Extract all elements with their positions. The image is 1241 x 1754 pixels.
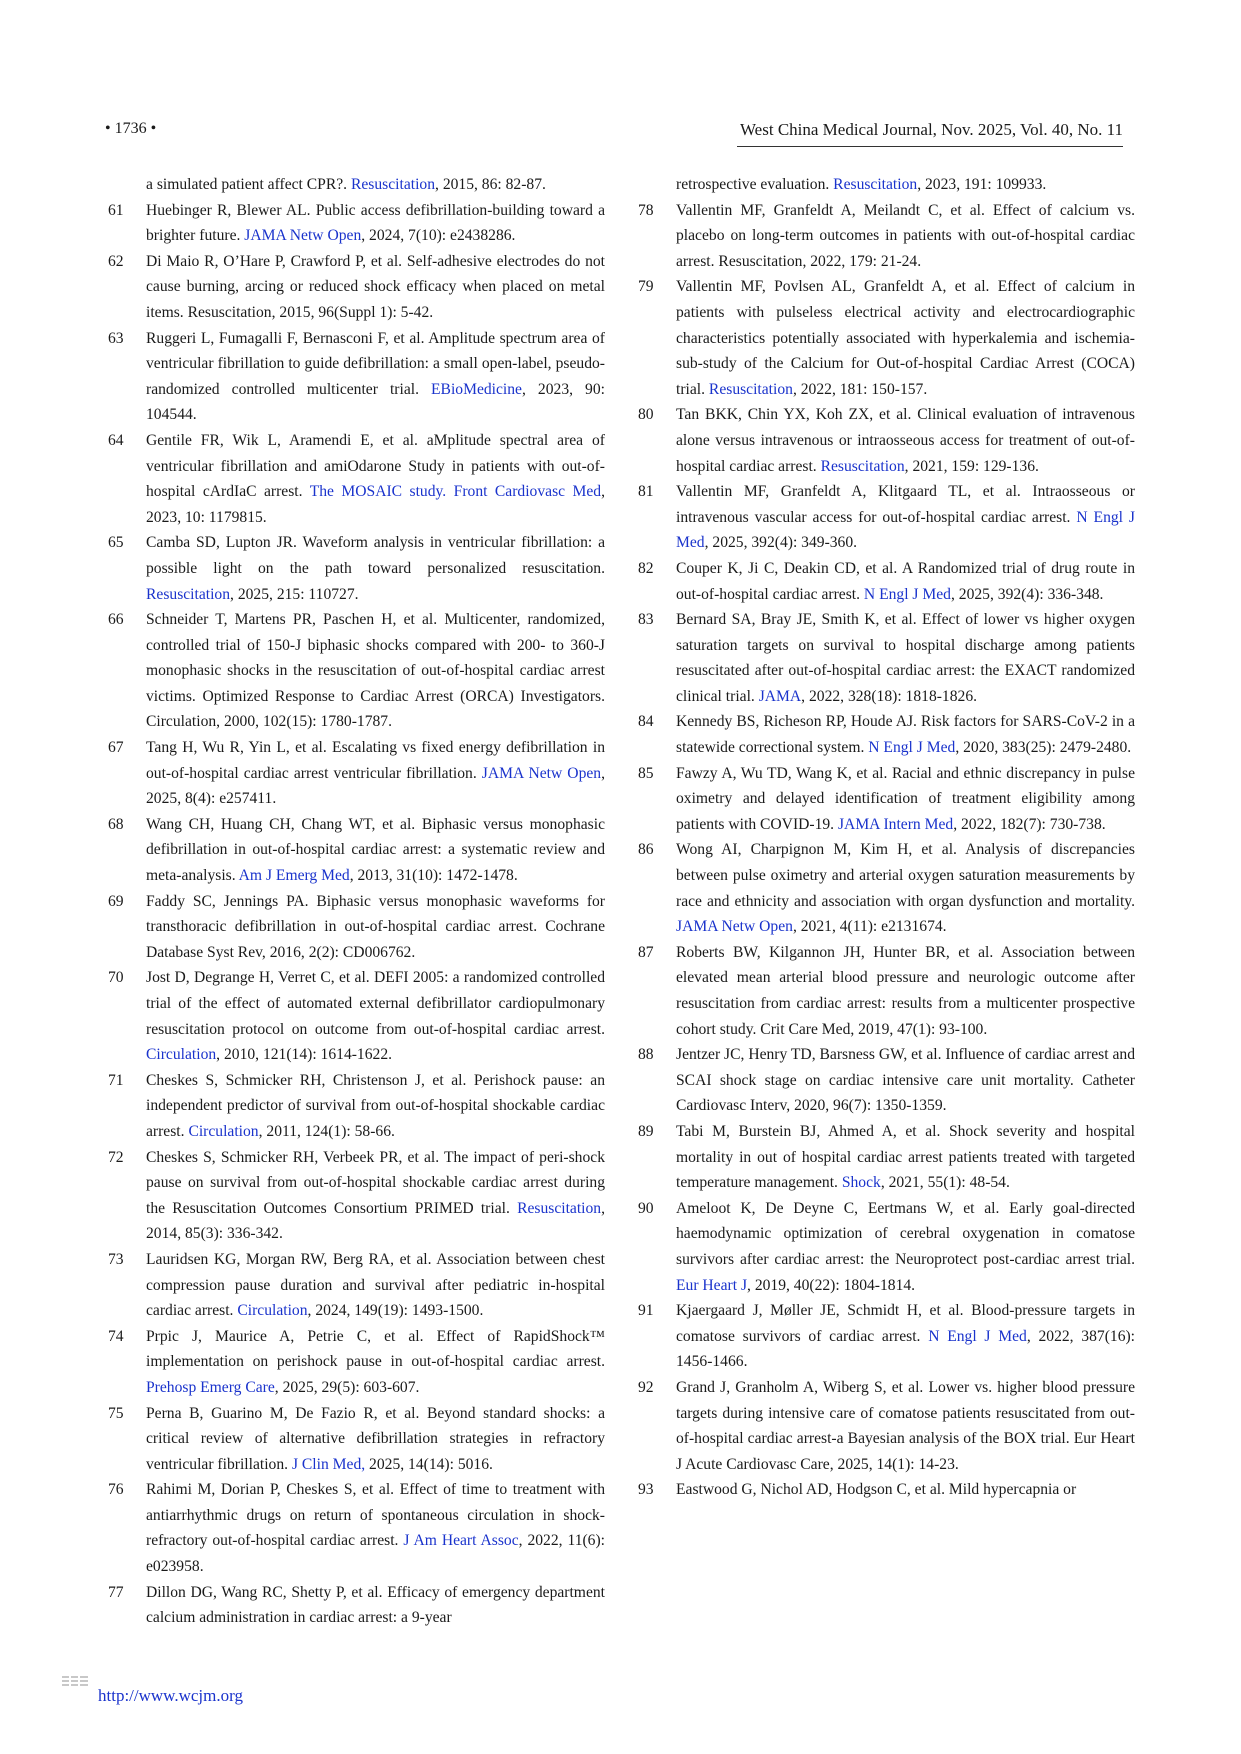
- reference-citation-details: , 2023, 191: 109933.: [917, 176, 1047, 193]
- reference-number: 84: [638, 713, 654, 731]
- reference-item: [638, 607, 1135, 709]
- reference-text: Rahimi M, Dorian P, Cheskes S, et al. Effect of time to treatment with antiarrhythmic drugs on return of spontaneous circulation in shock-refractory out-of-hospital cardiac arrest.: [146, 1481, 605, 1550]
- reference-text: Camba SD, Lupton JR. Waveform analysis in ventricular fibrillation: a possible light on the path toward personalized resuscitation.: [146, 534, 605, 577]
- reference-text: Cheskes S, Schmicker RH, Christenson J, et al. Perishock pause: an independent predictor of survival from out-of-hospital shockable cardiac arrest.: [146, 1071, 605, 1140]
- journal-link[interactable]: JAMA Intern Med: [837, 815, 954, 833]
- journal-link[interactable]: Resuscitation: [708, 380, 793, 398]
- reference-citation-details: , 2010, 121(14): 1614-1622.: [216, 1046, 393, 1064]
- journal-link[interactable]: Resuscitation: [833, 176, 918, 193]
- reference-item: [108, 1324, 605, 1401]
- reference-item: [638, 1196, 1135, 1298]
- reference-item: [108, 965, 605, 1067]
- reference-text: Tan BKK, Chin YX, Koh ZX, et al. Clinical evaluation of intravenous alone versus intravenous or intraosseous access for treatment of out-of-hospital cardiac arrest.: [676, 406, 1135, 475]
- reference-item: [108, 735, 605, 812]
- reference-item: [638, 1042, 1135, 1119]
- reference-number: 62: [108, 252, 124, 270]
- reference-text: Jentzer JC, Henry TD, Barsness GW, et al. Influence of cardiac arrest and SCAI shock stage on cardiac intensive care unit mortality. Catheter Cardiovasc Interv, 2020, 96(7): 1350-1359.: [676, 1046, 1135, 1115]
- journal-link[interactable]: JAMA: [758, 687, 802, 705]
- reference-number: 67: [108, 739, 124, 757]
- reference-number: 78: [638, 201, 654, 219]
- reference-item: [108, 1247, 605, 1324]
- reference-number: 85: [638, 764, 654, 782]
- reference-citation-details: , 2023, 90: 104544.: [146, 380, 605, 424]
- reference-text: Kjaergaard J, Møller JE, Schmidt H, et al. Blood-pressure targets in comatose survivors of cardiac arrest.: [676, 1302, 1135, 1345]
- reference-number: 91: [638, 1302, 654, 1320]
- reference-text: Vallentin MF, Granfeldt A, Klitgaard TL, et al. Intraosseous or intravenous vascular access for out-of-hospital cardiac arrest.: [676, 483, 1135, 526]
- reference-number: 92: [638, 1378, 654, 1396]
- journal-link[interactable]: Resuscitation: [820, 457, 905, 475]
- reference-number: 64: [108, 431, 124, 449]
- reference-item: [638, 1477, 1135, 1503]
- reference-text: Huebinger R, Blewer AL. Public access defibrillation-building toward a brighter future.: [146, 201, 605, 245]
- reference-number: 80: [638, 406, 654, 424]
- journal-link[interactable]: J Clin Med,: [291, 1455, 366, 1473]
- reference-item: [108, 1580, 605, 1631]
- reference-number: 63: [108, 329, 124, 347]
- reference-text: Fawzy A, Wu TD, Wang K, et al. Racial and ethnic discrepancy in pulse oximetry and delayed identification of treatment eligibility among patients with COVID-19.: [676, 764, 1135, 833]
- reference-item: [638, 709, 1135, 760]
- reference-citation-details: , 2021, 55(1): 48-54.: [880, 1174, 1010, 1192]
- reference-item: [108, 326, 605, 428]
- reference-number: 66: [108, 611, 124, 629]
- journal-link[interactable]: N Engl J Med: [863, 585, 951, 603]
- reference-text: Vallentin MF, Povlsen AL, Granfeldt A, et al. Effect of calcium in patients with pulseless electrical activity and electrocardiographic characteristics potentially associated with hyperkalemia and ischemia-sub-study of the Calcium for Out-of-hospital Cardiac Arrest (COCA) trial.: [676, 278, 1135, 398]
- journal-header: West China Medical Journal, Nov. 2025, Vol. 40, No. 11: [740, 120, 1123, 139]
- reference-citation-details: , 2014, 85(3): 336-342.: [146, 1199, 605, 1243]
- reference-text: Couper K, Ji C, Deakin CD, et al. A Randomized trial of drug route in out-of-hospital cardiac arrest.: [676, 559, 1135, 603]
- reference-number: 82: [638, 559, 654, 577]
- reference-citation-details: , 2020, 383(25): 2479-2480.: [955, 739, 1132, 757]
- reference-number: 89: [638, 1122, 654, 1140]
- reference-number: 74: [108, 1327, 124, 1345]
- reference-text: Lauridsen KG, Morgan RW, Berg RA, et al. Association between chest compression pause duration and survival after pediatric in-hospital cardiac arrest.: [146, 1250, 605, 1320]
- reference-text: Prpic J, Maurice A, Petrie C, et al. Effect of RapidShock™ implementation on perishock pause in out-of-hospital cardiac arrest.: [146, 1327, 605, 1371]
- reference-citation-details: , 2011, 124(1): 58-66.: [258, 1122, 395, 1140]
- reference-item: [108, 889, 605, 966]
- journal-link[interactable]: Circulation: [237, 1302, 308, 1320]
- journal-link[interactable]: Shock: [841, 1174, 881, 1192]
- reference-citation-details: , 2022, 328(18): 1818-1826.: [801, 687, 978, 705]
- reference-citation-details: , 2021, 4(11): e2131674.: [792, 918, 947, 936]
- reference-item: [108, 530, 605, 607]
- journal-link[interactable]: N Engl J Med: [868, 739, 956, 757]
- reference-number: 68: [108, 815, 124, 833]
- footer-url-link[interactable]: http://www.wcjm.org: [98, 1686, 243, 1705]
- reference-text: Di Maio R, O’Hare P, Crawford P, et al. Self-adhesive electrodes do not cause burning, arcing or reduced shock efficacy when placed on metal items. Resuscitation, 2015, 96(Suppl 1): 5-42.: [146, 252, 605, 321]
- journal-link[interactable]: Eur Heart J: [676, 1276, 748, 1294]
- reference-text: Ameloot K, De Deyne C, Eertmans W, et al. Early goal-directed haemodynamic optimization of cerebral oxygenation in comatose survivors after cardiac arrest: the Neuroprotect post-cardiac arrest trial.: [676, 1199, 1135, 1268]
- journal-link[interactable]: J Am Heart Assoc: [403, 1532, 519, 1550]
- journal-link[interactable]: Resuscitation: [146, 585, 231, 603]
- reference-item: [638, 940, 1135, 1042]
- reference-item: [108, 249, 605, 326]
- journal-link[interactable]: Resuscitation: [350, 176, 436, 193]
- reference-item: [638, 479, 1135, 556]
- reference-text: Eastwood G, Nichol AD, Hodgson C, et al. Mild hypercapnia or: [676, 1481, 1077, 1499]
- journal-link[interactable]: Circulation: [146, 1046, 217, 1064]
- journal-link[interactable]: JAMA Netw Open: [481, 764, 602, 782]
- page-number: • 1736 •: [105, 120, 157, 137]
- reference-item: [108, 1477, 605, 1579]
- reference-number: 77: [108, 1583, 124, 1601]
- reference-text: Dillon DG, Wang RC, Shetty P, et al. Efficacy of emergency department calcium administration in cardiac arrest: a 9-year: [146, 1583, 605, 1627]
- left-reference-column: [108, 172, 605, 1631]
- reference-citation-details: , 2022, 387(16): 1456-1466.: [676, 1327, 1136, 1371]
- journal-link[interactable]: N Engl J Med: [676, 508, 1135, 552]
- reference-text: Perna B, Guarino M, De Fazio R, et al. Beyond standard shocks: a critical review of alternative defibrillation strategies in refractory ventricular fibrillation.: [146, 1404, 605, 1473]
- reference-text: Tabi M, Burstein BJ, Ahmed A, et al. Shock severity and hospital mortality in out of hospital cardiac arrest patients treated with targeted temperature management.: [676, 1122, 1135, 1192]
- reference-text: a simulated patient affect CPR?.: [146, 176, 351, 193]
- journal-link[interactable]: N Engl J Med: [928, 1327, 1027, 1345]
- journal-link[interactable]: JAMA Netw Open: [676, 918, 793, 936]
- reference-number: 83: [638, 611, 654, 629]
- reference-number: 70: [108, 969, 124, 987]
- reference-text: Schneider T, Martens PR, Paschen H, et al. Multicenter, randomized, controlled trial of 150-J biphasic shocks compared with 200- to 360-J monophasic shocks in the resuscitation of out-of-hospital cardiac arrest victims. Optimized Response to Cardiac Arrest (ORCA) Investigators. Circulation, 2000, 102(15): 1780-1787.: [146, 611, 605, 731]
- reference-citation-details: , 2019, 40(22): 1804-1814.: [747, 1276, 916, 1294]
- reference-citation-details: , 2023, 10: 1179815.: [146, 483, 606, 526]
- reference-text: Roberts BW, Kilgannon JH, Hunter BR, et al. Association between elevated mean arterial blood pressure and neurologic outcome after resuscitation from cardiac arrest: results from a multicenter prospective cohort study. Crit Care Med, 2019, 47(1): 93-100.: [676, 943, 1135, 1038]
- reference-item: [108, 1401, 605, 1478]
- reference-citation-details: , 2025, 29(5): 603-607.: [274, 1378, 420, 1396]
- reference-item: [638, 837, 1135, 939]
- reference-item: [108, 1068, 605, 1145]
- reference-number: 90: [638, 1199, 654, 1217]
- reference-text: retrospective evaluation.: [676, 176, 834, 193]
- reference-text: Gentile FR, Wik L, Aramendi E, et al. aMplitude spectral area of ventricular fibrillation and amiOdarone Study in patients with out-of-hospital cArdIaC arrest.: [146, 431, 605, 501]
- journal-link[interactable]: Prehosp Emerg Care: [146, 1378, 275, 1396]
- reference-item: [638, 1375, 1135, 1477]
- journal-link[interactable]: Circulation: [188, 1122, 259, 1140]
- reference-number: 72: [108, 1148, 124, 1166]
- reference-item: [108, 607, 605, 735]
- reference-text: Faddy SC, Jennings PA. Biphasic versus monophasic waveforms for transthoracic defibrillation in out-of-hospital cardiac arrest. Cochrane Database Syst Rev, 2016, 2(2): CD006762.: [146, 892, 605, 961]
- reference-number: 88: [638, 1046, 654, 1064]
- reference-item: [108, 428, 605, 530]
- reference-item: [638, 198, 1135, 275]
- reference-text: Cheskes S, Schmicker RH, Verbeek PR, et al. The impact of peri-shock pause on survival from out-of-hospital shockable cardiac arrest during the Resuscitation Outcomes Consortium PRIMED trial.: [146, 1148, 605, 1217]
- reference-number: 79: [638, 278, 654, 296]
- reference-number: 86: [638, 841, 654, 859]
- reference-number: 87: [638, 943, 654, 961]
- reference-continuation: [108, 172, 605, 198]
- reference-text: Wong AI, Charpignon M, Kim H, et al. Analysis of discrepancies between pulse oximetry and arterial oxygen saturation measurements by race and ethnicity and association with organ dysfunction and mortality.: [676, 841, 1135, 910]
- reference-text: Grand J, Granholm A, Wiberg S, et al. Lower vs. higher blood pressure targets during intensive care of comatose patients resuscitated from out-of-hospital cardiac arrest-a Bayesian analysis of the BOX trial. Eur Heart J Acute Cardiovasc Care, 2025, 14(1): 14-23.: [676, 1378, 1135, 1473]
- reference-number: 93: [638, 1481, 654, 1499]
- reference-item: [108, 812, 605, 889]
- reference-item: [108, 1145, 605, 1247]
- reference-number: 75: [108, 1404, 124, 1422]
- reference-text: Wang CH, Huang CH, Chang WT, et al. Biphasic versus monophasic defibrillation in out-of-hospital cardiac arrest: a systematic review and meta-analysis.: [146, 815, 605, 885]
- reference-number: 61: [108, 201, 124, 219]
- reference-text: Kennedy BS, Richeson RP, Houde AJ. Risk factors for SARS-CoV-2 in a statewide correctional system.: [676, 713, 1135, 757]
- reference-continuation: [638, 172, 1135, 198]
- reference-text: Vallentin MF, Granfeldt A, Meilandt C, et al. Effect of calcium vs. placebo on long-term outcomes in patients with out-of-hospital cardiac arrest. Resuscitation, 2022, 179: 21-24.: [676, 201, 1135, 270]
- header-rule: [737, 146, 1123, 147]
- reference-number: 73: [108, 1250, 124, 1268]
- reference-citation-details: , 2021, 159: 129-136.: [904, 457, 1039, 475]
- reference-citation-details: , 2025, 392(4): 349-360.: [704, 534, 858, 552]
- reference-item: [638, 556, 1135, 607]
- reference-citation-details: , 2024, 7(10): e2438286.: [361, 227, 516, 245]
- reference-number: 76: [108, 1481, 124, 1499]
- reference-number: 65: [108, 534, 124, 552]
- reference-citation-details: 2025, 14(14): 5016.: [365, 1455, 493, 1473]
- journal-link[interactable]: The MOSAIC study. Front Cardiovasc Med: [309, 483, 602, 501]
- reference-item: [638, 1119, 1135, 1196]
- reference-text: Ruggeri L, Fumagalli F, Bernasconi F, et al. Amplitude spectrum area of ventricular fibrillation to guide defibrillation: a small open-label, pseudo-randomized controlled multicenter trial.: [146, 329, 605, 398]
- reference-citation-details: , 2013, 31(10): 1472-1478.: [349, 867, 518, 885]
- reference-citation-details: , 2025, 8(4): e257411.: [146, 764, 605, 808]
- reference-number: 69: [108, 892, 124, 910]
- reference-citation-details: , 2022, 181: 150-157.: [792, 380, 928, 398]
- reference-text: Jost D, Degrange H, Verret C, et al. DEFI 2005: a randomized controlled trial of the effect of automated external defibrillator cardiopulmonary resuscitation protocol on outcome from out-of-hospital cardiac arrest.: [146, 969, 605, 1038]
- reference-item: [638, 1298, 1135, 1375]
- reference-citation-details: , 2022, 11(6): e023958.: [146, 1532, 606, 1576]
- journal-logo-icon: [62, 1675, 88, 1689]
- reference-item: [638, 402, 1135, 479]
- reference-item: [108, 198, 605, 249]
- reference-citation-details: , 2022, 182(7): 730-738.: [953, 815, 1106, 833]
- reference-citation-details: , 2024, 149(19): 1493-1500.: [307, 1302, 484, 1320]
- right-reference-column: [638, 172, 1135, 1503]
- reference-number: 81: [638, 483, 654, 501]
- reference-text: Tang H, Wu R, Yin L, et al. Escalating vs fixed energy defibrillation in out-of-hospital cardiac arrest ventricular fibrillation.: [146, 739, 605, 782]
- reference-item: [638, 761, 1135, 838]
- reference-item: [638, 274, 1135, 402]
- reference-number: 71: [108, 1071, 124, 1089]
- journal-link[interactable]: Am J Emerg Med: [238, 867, 350, 885]
- journal-link[interactable]: EBioMedicine: [431, 380, 522, 398]
- reference-citation-details: , 2025, 392(4): 336-348.: [950, 585, 1104, 603]
- reference-citation-details: , 2025, 215: 110727.: [230, 585, 359, 603]
- reference-text: Bernard SA, Bray JE, Smith K, et al. Effect of lower vs higher oxygen saturation targets on survival to hospital discharge among patients resuscitated after out-of-hospital cardiac arrest: the EXACT randomized clinical trial.: [676, 611, 1135, 705]
- journal-link[interactable]: JAMA Netw Open: [244, 227, 362, 245]
- journal-link[interactable]: Resuscitation: [517, 1199, 602, 1217]
- reference-citation-details: , 2015, 86: 82-87.: [435, 176, 546, 193]
